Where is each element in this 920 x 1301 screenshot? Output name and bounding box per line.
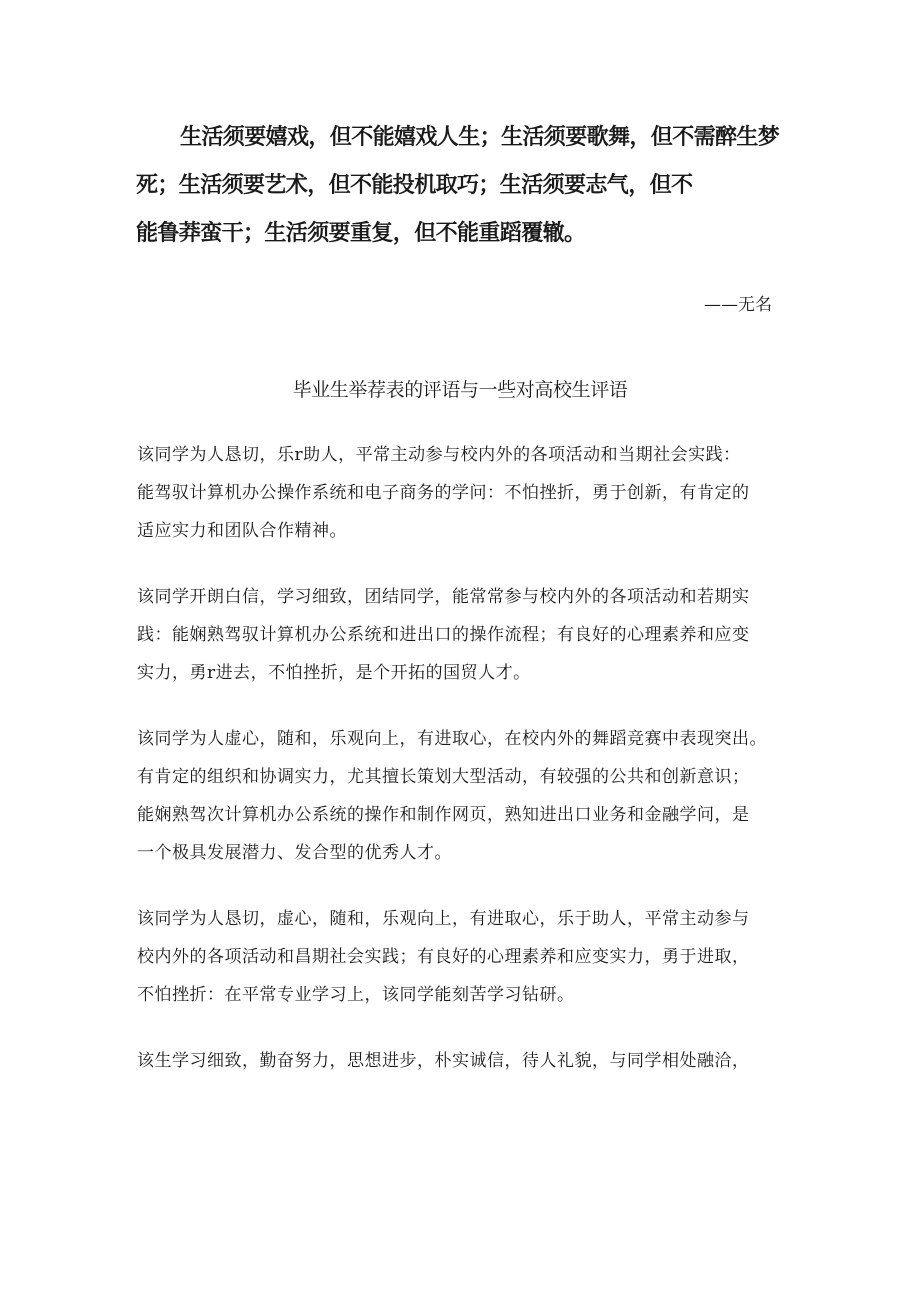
paragraph-line: 能驾驭计算机办公操作系统和电子商务的学问：不怕挫折，勇于创新，有肯定的 (137, 483, 750, 503)
comment-paragraph (137, 578, 797, 692)
comment-paragraph (137, 720, 797, 872)
paragraph-line: 实力，勇r进去，不怕挫折，是个开拓的国贸人才。 (137, 663, 531, 683)
paragraph-line: 该同学开朗白信，学习细致，团结同学，能常常参与校内外的各项活动和若期实 (137, 587, 750, 607)
epigraph-quote (136, 118, 786, 262)
comment-paragraph (137, 1042, 797, 1080)
document-title: 毕业生举荐表的评语与一些对高校生评语 (292, 379, 628, 401)
paragraph-line: 不怕挫折：在平常专业学习上，该同学能刻苦学习钻研。 (137, 985, 575, 1005)
quote-line: 生活须要嬉戏，但不能嬉戏人生；生活须要歌舞，但不需醉生梦 (180, 125, 780, 150)
quote-attribution: ——无名 (704, 295, 772, 315)
paragraph-line: 有肯定的组织和协调实力，尤其擅长策划大型活动，有较强的公共和创新意识； (137, 767, 750, 787)
paragraph-line: 践：能娴熟驾驭计算机办公系统和进出口的操作流程；有良好的心理素养和应变 (137, 625, 750, 645)
paragraph-line: 该同学为人恳切，虚心，随和，乐观向上，有进取心，乐于助人，平常主动参与 (137, 909, 750, 929)
paragraph-line: 一个极具发展潜力、发合型的优秀人才。 (137, 843, 452, 863)
paragraph-line: 该生学习细致，勤奋努力，思想进步，朴实诚信，待人礼貌，与同学相处融洽， (137, 1051, 750, 1071)
paragraph-line: 该同学为人虚心，随和，乐观向上，有进取心，在校内外的舞蹈竞赛中表现突出。 (137, 729, 767, 749)
comment-paragraph (137, 900, 797, 1014)
paragraph-line: 校内外的各项活动和昌期社会实践；有良好的心理素养和应变实力，勇于进取， (137, 947, 750, 967)
comment-paragraph (137, 436, 797, 550)
paragraph-line: 适应实力和团队合作精神。 (137, 521, 347, 541)
paragraph-line: 该同学为人恳切，乐r助人，平常主动参与校内外的各项活动和当期社会实践： (137, 445, 741, 465)
quote-line: 死；生活须要艺术，但不能投机取巧；生活须要志气，但不 (136, 173, 693, 198)
paragraph-line: 能娴熟驾次计算机办公系统的操作和制作网页，熟知进出口业务和金融学问，是 (137, 805, 750, 825)
document-body (137, 436, 797, 1108)
quote-line: 能鲁莽蛮干；生活须要重复，但不能重蹈覆辙。 (136, 221, 586, 246)
